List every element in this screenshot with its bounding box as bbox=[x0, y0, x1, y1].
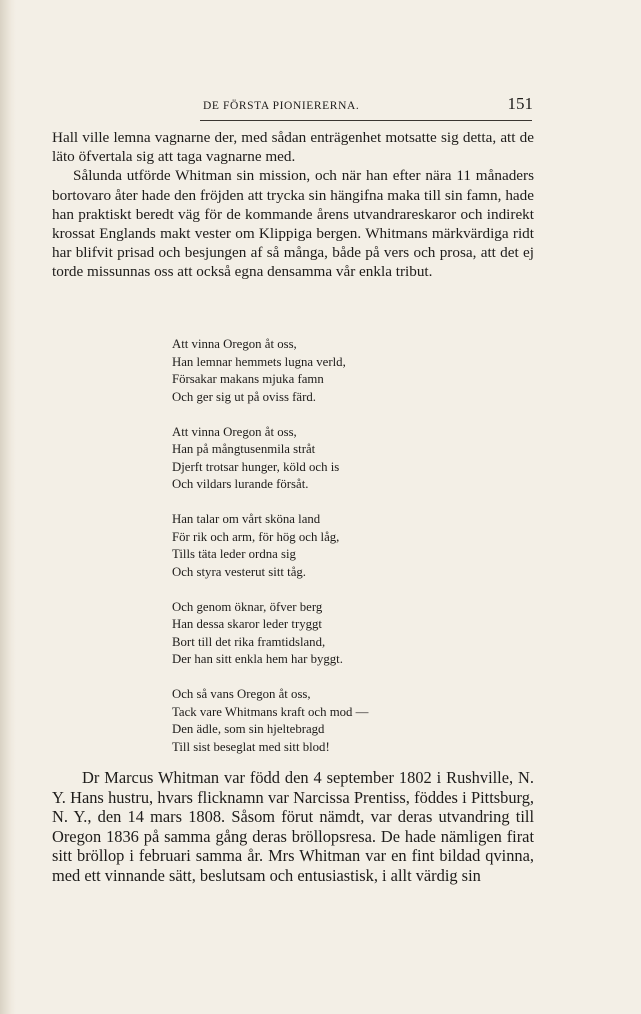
poem-stanza-2 bbox=[172, 424, 502, 494]
poem-line: Han lemnar hemmets lugna verld, bbox=[172, 354, 346, 369]
intro-paragraph-2: Sålunda utförde Whitman sin mission, och när han efter nära 11 månaders bortovaro åter hade den fröjden att trycka sin hängifna maka till sin famn, hade han praktiskt beredt väg för de kommande årens utvandrareskaror och indirekt krossat Englands makt vester om Klippiga bergen. Whitmans märkvärdiga ridt har blifvit prisad och besjungen af så många, både på vers och prosa, att det ej torde missunnas oss att också egna densamma vår enkla tribut. bbox=[52, 167, 534, 281]
poem-line: Han dessa skaror leder tryggt bbox=[172, 617, 322, 631]
page-number: 151 bbox=[507, 94, 533, 113]
poem-line: Den ädle, som sin hjeltebragd bbox=[172, 722, 325, 736]
poem-line: För rik och arm, för hög och låg, bbox=[172, 529, 340, 544]
running-header bbox=[203, 94, 535, 118]
poem-line: Och vildars lurande försåt. bbox=[172, 477, 309, 491]
poem-line: Han talar om vårt sköna land bbox=[172, 512, 321, 526]
poem-stanza-4 bbox=[172, 599, 502, 669]
poem-line: Till sist beseglat med sitt blod! bbox=[172, 739, 330, 754]
poem-line: Bort till det rika framtidsland, bbox=[172, 634, 326, 649]
page-edge-shadow bbox=[0, 0, 16, 1014]
closing-paragraph: Dr Marcus Whitman var född den 4 september 1802 i Rushville, N. Y. Hans hustru, hvars flicknamn var Narcissa Prentiss, föddes i Pittsburg, N. Y., den 14 mars 1808. Såsom förut nämdt, var deras utvandring till Oregon 1836 på samma gång deras bröllopsresa. De hade nämligen firat sitt bröllop i februari samma år. Mrs Whitman var en fint bildad qvinna, med ett vinnande sätt, beslutsam och entusiastisk, i allt värdig sin bbox=[52, 768, 534, 885]
poem-line: Djerft trotsar hunger, köld och is bbox=[172, 459, 340, 474]
poem-stanza-1 bbox=[172, 336, 502, 406]
running-title: DE FÖRSTA PIONIERERNA. bbox=[203, 100, 360, 112]
poem bbox=[172, 336, 502, 756]
poem-line: Att vinna Oregon åt oss, bbox=[172, 337, 297, 351]
poem-line: Och så vans Oregon åt oss, bbox=[172, 687, 311, 701]
poem-line: Tack vare Whitmans kraft och mod — bbox=[172, 704, 369, 719]
poem-line: Han på mångtusenmila stråt bbox=[172, 442, 316, 456]
poem-line: Tills täta leder ordna sig bbox=[172, 547, 296, 561]
intro-text bbox=[52, 128, 534, 282]
poem-line: Att vinna Oregon åt oss, bbox=[172, 424, 297, 439]
poem-line: Och ger sig ut på oviss färd. bbox=[172, 389, 316, 404]
poem-stanza-5 bbox=[172, 686, 502, 756]
intro-paragraph-1: Hall ville lemna vagnarne der, med sådan enträgenhet motsatte sig detta, att de läto öfvertala sig att taga vagnarne med. bbox=[52, 129, 534, 166]
poem-line: Och genom öknar, öfver berg bbox=[172, 599, 323, 614]
header-rule bbox=[200, 120, 532, 121]
poem-line: Och styra vesterut sitt tåg. bbox=[172, 564, 306, 579]
poem-line: Der han sitt enkla hem har byggt. bbox=[172, 652, 343, 666]
poem-line: Försakar makans mjuka famn bbox=[172, 372, 324, 386]
closing-text bbox=[52, 768, 534, 886]
poem-stanza-3 bbox=[172, 511, 502, 581]
